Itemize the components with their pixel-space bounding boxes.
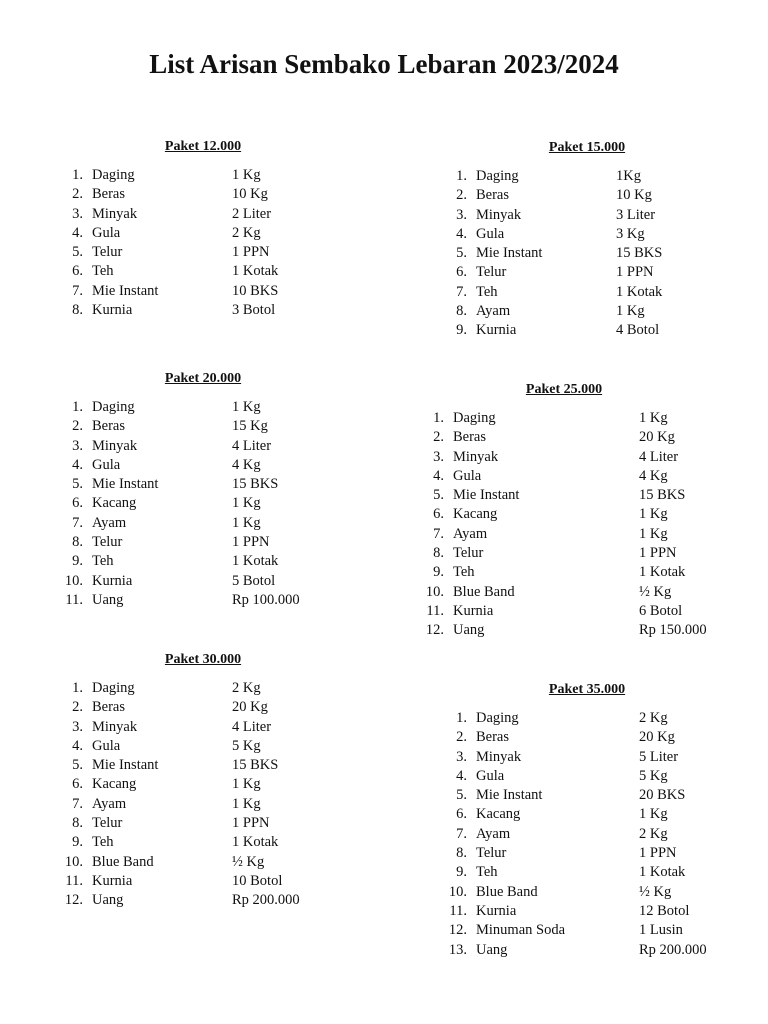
item-number: 8. xyxy=(456,303,467,320)
list-item xyxy=(60,698,346,717)
item-number: 6. xyxy=(456,806,467,823)
item-quantity: ½ Kg xyxy=(639,883,672,900)
item-name: Teh xyxy=(92,553,114,570)
item-number: 2. xyxy=(456,729,467,746)
list-item xyxy=(60,718,346,737)
item-quantity: 1 Lusin xyxy=(639,922,683,939)
list-item xyxy=(444,206,730,225)
item-number: 8. xyxy=(433,545,444,562)
item-name: Kacang xyxy=(453,506,498,523)
item-number: 5. xyxy=(72,476,83,493)
item-name: Gula xyxy=(476,225,505,242)
item-number: 4. xyxy=(433,467,444,484)
item-number: 6. xyxy=(72,263,83,280)
paket-20000 xyxy=(60,369,346,610)
item-quantity: 1 Kg xyxy=(639,525,668,542)
item-name: Telur xyxy=(476,264,507,281)
item-name: Daging xyxy=(92,680,135,696)
list-item xyxy=(60,243,346,262)
item-number: 10. xyxy=(64,853,83,870)
item-quantity: 1 PPN xyxy=(232,815,270,832)
item-list xyxy=(60,679,346,911)
item-quantity: 2 Kg xyxy=(232,680,261,696)
item-number: 1. xyxy=(456,710,467,726)
item-number: 7. xyxy=(456,283,467,300)
list-item xyxy=(60,833,346,852)
list-item xyxy=(421,525,707,544)
item-name: Uang xyxy=(92,591,124,608)
item-number: 8. xyxy=(456,845,467,862)
item-number: 10. xyxy=(425,583,444,600)
list-item xyxy=(421,544,707,563)
item-quantity: ½ Kg xyxy=(232,853,265,870)
item-number: 1. xyxy=(456,168,467,184)
item-name: Mie Instant xyxy=(92,282,159,299)
item-name: Kurnia xyxy=(92,572,133,589)
list-item xyxy=(60,872,346,891)
item-quantity: 4 Kg xyxy=(639,467,668,484)
list-item xyxy=(60,224,346,243)
item-quantity: ½ Kg xyxy=(639,583,672,600)
item-quantity: 1 Kg xyxy=(232,776,261,793)
item-number: 1. xyxy=(72,680,83,696)
item-name: Kacang xyxy=(92,495,137,512)
item-number: 7. xyxy=(72,514,83,531)
item-name: Minuman Soda xyxy=(476,922,566,939)
list-item xyxy=(421,409,707,428)
item-list xyxy=(444,709,730,960)
item-name: Minyak xyxy=(92,718,138,735)
item-number: 11. xyxy=(426,602,444,619)
item-number: 13. xyxy=(448,941,467,958)
item-quantity: 3 Liter xyxy=(616,206,656,223)
item-number: 5. xyxy=(456,787,467,804)
item-number: 6. xyxy=(72,776,83,793)
item-quantity: 1 Kotak xyxy=(232,553,279,570)
list-item xyxy=(60,814,346,833)
item-name: Kurnia xyxy=(92,302,133,319)
item-number: 1. xyxy=(72,399,83,415)
item-quantity: 4 Liter xyxy=(232,437,272,454)
list-item xyxy=(444,263,730,282)
item-name: Telur xyxy=(92,534,123,551)
paket-title: Paket 20.000 xyxy=(164,371,242,386)
list-item xyxy=(60,437,346,456)
item-quantity: 3 Botol xyxy=(232,302,276,319)
item-number: 4. xyxy=(72,224,83,241)
item-number: 11. xyxy=(449,902,467,919)
paket-title: Paket 25.000 xyxy=(525,382,603,397)
list-item xyxy=(444,844,730,863)
item-number: 3. xyxy=(72,437,83,454)
item-name: Beras xyxy=(92,186,126,203)
item-quantity: 1 Kotak xyxy=(232,263,279,280)
item-name: Teh xyxy=(476,283,498,300)
item-name: Uang xyxy=(476,941,508,958)
item-name: Blue Band xyxy=(476,883,538,900)
item-name: Minyak xyxy=(476,206,522,223)
item-name: Minyak xyxy=(92,437,138,454)
list-item xyxy=(60,262,346,281)
item-quantity: 2 Liter xyxy=(232,205,272,222)
list-item xyxy=(444,825,730,844)
item-quantity: 4 Liter xyxy=(232,718,272,735)
item-number: 10. xyxy=(64,572,83,589)
paket-12000 xyxy=(60,137,346,320)
item-name: Gula xyxy=(92,456,121,473)
item-number: 3. xyxy=(433,448,444,465)
list-item xyxy=(444,225,730,244)
item-number: 12. xyxy=(448,922,467,939)
item-name: Ayam xyxy=(476,825,511,842)
item-name: Ayam xyxy=(92,795,127,812)
paket-title: Paket 15.000 xyxy=(548,140,626,155)
paket-35000 xyxy=(444,680,730,960)
list-item xyxy=(60,795,346,814)
item-list xyxy=(444,167,730,341)
list-item xyxy=(444,863,730,882)
item-quantity: 1 Kotak xyxy=(232,834,279,851)
item-name: Teh xyxy=(92,834,114,851)
item-number: 2. xyxy=(72,418,83,435)
item-name: Mie Instant xyxy=(476,245,543,262)
item-name: Kurnia xyxy=(453,602,494,619)
item-quantity: 10 BKS xyxy=(232,282,279,299)
list-item xyxy=(60,775,346,794)
list-item xyxy=(444,728,730,747)
item-name: Kurnia xyxy=(92,872,133,889)
list-item xyxy=(444,186,730,205)
item-quantity: 1 Kg xyxy=(232,495,261,512)
list-item xyxy=(444,748,730,767)
item-quantity: 2 Kg xyxy=(232,224,261,241)
item-name: Minyak xyxy=(92,205,138,222)
list-item xyxy=(60,494,346,513)
list-item xyxy=(444,709,730,728)
item-quantity: 6 Botol xyxy=(639,602,683,619)
paket-30000 xyxy=(60,650,346,911)
list-item xyxy=(444,767,730,786)
item-name: Mie Instant xyxy=(92,757,159,774)
item-number: 5. xyxy=(456,245,467,262)
item-name: Minyak xyxy=(476,748,522,765)
item-name: Teh xyxy=(476,864,498,881)
item-quantity: 10 Kg xyxy=(232,186,268,203)
item-list xyxy=(60,398,346,610)
item-number: 8. xyxy=(72,534,83,551)
item-number: 2. xyxy=(72,699,83,716)
paket-25000 xyxy=(421,380,707,641)
item-quantity: 5 Botol xyxy=(232,572,276,589)
item-list xyxy=(60,166,346,320)
item-number: 2. xyxy=(72,186,83,203)
item-name: Mie Instant xyxy=(453,487,520,504)
list-item xyxy=(421,428,707,447)
item-quantity: 1 Kg xyxy=(232,167,261,183)
item-name: Daging xyxy=(476,710,519,726)
item-number: 1. xyxy=(72,167,83,183)
item-name: Minyak xyxy=(453,448,499,465)
item-name: Teh xyxy=(453,564,475,581)
list-item xyxy=(60,475,346,494)
item-quantity: 15 BKS xyxy=(232,757,279,774)
item-quantity: 1 PPN xyxy=(232,244,270,261)
list-item xyxy=(421,505,707,524)
list-item xyxy=(60,456,346,475)
item-quantity: 1 Kg xyxy=(232,795,261,812)
item-number: 9. xyxy=(72,553,83,570)
list-item xyxy=(60,533,346,552)
item-number: 6. xyxy=(433,506,444,523)
item-name: Kacang xyxy=(92,776,137,793)
item-quantity: 4 Liter xyxy=(639,448,679,465)
list-item xyxy=(421,467,707,486)
item-quantity: Rp 150.000 xyxy=(639,622,707,639)
item-quantity: 2 Kg xyxy=(639,710,668,726)
item-quantity: 3 Kg xyxy=(616,225,645,242)
item-quantity: 1 Kg xyxy=(639,410,668,426)
item-quantity: 5 Kg xyxy=(232,737,261,754)
list-item xyxy=(60,398,346,417)
item-quantity: Rp 100.000 xyxy=(232,591,300,608)
item-name: Beras xyxy=(92,699,126,716)
item-name: Telur xyxy=(476,845,507,862)
item-quantity: 15 BKS xyxy=(616,245,663,262)
item-quantity: 1 PPN xyxy=(639,845,677,862)
item-name: Kacang xyxy=(476,806,521,823)
paket-title: Paket 30.000 xyxy=(164,652,242,667)
item-quantity: 1 Kotak xyxy=(639,564,686,581)
item-name: Daging xyxy=(453,410,496,426)
item-name: Telur xyxy=(92,815,123,832)
item-number: 5. xyxy=(433,487,444,504)
list-item xyxy=(60,737,346,756)
list-item xyxy=(444,244,730,263)
list-item xyxy=(421,583,707,602)
item-number: 7. xyxy=(456,825,467,842)
item-list xyxy=(421,409,707,641)
list-item xyxy=(444,786,730,805)
item-number: 4. xyxy=(72,456,83,473)
list-item xyxy=(60,166,346,185)
item-quantity: 1Kg xyxy=(616,168,641,184)
list-item xyxy=(60,591,346,610)
list-item xyxy=(444,167,730,186)
item-quantity: 15 BKS xyxy=(639,487,686,504)
list-item xyxy=(444,805,730,824)
paket-title: Paket 12.000 xyxy=(164,139,242,154)
item-quantity: 1 PPN xyxy=(616,264,654,281)
item-quantity: 20 Kg xyxy=(639,729,675,746)
item-number: 5. xyxy=(72,757,83,774)
item-name: Daging xyxy=(92,167,135,183)
item-name: Ayam xyxy=(476,303,511,320)
item-name: Telur xyxy=(92,244,123,261)
item-quantity: 12 Botol xyxy=(639,902,690,919)
item-name: Daging xyxy=(92,399,135,415)
item-number: 6. xyxy=(456,264,467,281)
item-name: Blue Band xyxy=(92,853,154,870)
list-item xyxy=(421,621,707,640)
item-name: Ayam xyxy=(92,514,127,531)
item-name: Telur xyxy=(453,545,484,562)
item-quantity: Rp 200.000 xyxy=(232,892,300,909)
item-number: 7. xyxy=(72,795,83,812)
item-quantity: 1 Kotak xyxy=(639,864,686,881)
item-number: 4. xyxy=(456,767,467,784)
list-item xyxy=(421,602,707,621)
item-number: 2. xyxy=(433,429,444,446)
item-quantity: 1 Kotak xyxy=(616,283,663,300)
item-number: 10. xyxy=(448,883,467,900)
paket-15000 xyxy=(444,138,730,341)
item-number: 2. xyxy=(456,187,467,204)
list-item xyxy=(444,302,730,321)
list-item xyxy=(444,883,730,902)
page-title: List Arisan Sembako Lebaran 2023/2024 xyxy=(149,49,619,79)
item-number: 1. xyxy=(433,410,444,426)
item-number: 8. xyxy=(72,815,83,832)
item-number: 12. xyxy=(64,892,83,909)
item-name: Beras xyxy=(92,418,126,435)
item-number: 9. xyxy=(72,834,83,851)
item-number: 12. xyxy=(425,622,444,639)
item-number: 8. xyxy=(72,302,83,319)
item-name: Gula xyxy=(476,767,505,784)
item-number: 3. xyxy=(456,748,467,765)
list-item xyxy=(60,891,346,910)
item-name: Gula xyxy=(453,467,482,484)
item-quantity: 4 Botol xyxy=(616,322,660,339)
item-name: Mie Instant xyxy=(476,787,543,804)
item-quantity: 5 Liter xyxy=(639,748,679,765)
item-name: Teh xyxy=(92,263,114,280)
item-quantity: 1 PPN xyxy=(639,545,677,562)
item-quantity: 4 Kg xyxy=(232,456,261,473)
item-number: 9. xyxy=(433,564,444,581)
list-item xyxy=(421,563,707,582)
item-quantity: 15 Kg xyxy=(232,418,268,435)
item-quantity: 20 BKS xyxy=(639,787,686,804)
list-item xyxy=(60,552,346,571)
item-quantity: 1 Kg xyxy=(232,399,261,415)
item-number: 7. xyxy=(72,282,83,299)
item-quantity: 10 Kg xyxy=(616,187,652,204)
list-item xyxy=(421,448,707,467)
item-number: 3. xyxy=(72,718,83,735)
item-quantity: 20 Kg xyxy=(232,699,268,716)
item-number: 7. xyxy=(433,525,444,542)
paket-title: Paket 35.000 xyxy=(548,682,626,697)
item-quantity: 1 PPN xyxy=(232,534,270,551)
item-number: 5. xyxy=(72,244,83,261)
item-name: Ayam xyxy=(453,525,488,542)
item-name: Beras xyxy=(453,429,487,446)
item-number: 4. xyxy=(456,225,467,242)
item-quantity: 5 Kg xyxy=(639,767,668,784)
item-quantity: 1 Kg xyxy=(639,806,668,823)
item-name: Beras xyxy=(476,187,510,204)
item-name: Mie Instant xyxy=(92,476,159,493)
item-name: Blue Band xyxy=(453,583,515,600)
list-item xyxy=(60,853,346,872)
list-item xyxy=(444,321,730,340)
list-item xyxy=(60,185,346,204)
list-item xyxy=(444,921,730,940)
item-number: 11. xyxy=(65,591,83,608)
item-quantity: 15 BKS xyxy=(232,476,279,493)
item-name: Kurnia xyxy=(476,902,517,919)
item-name: Uang xyxy=(453,622,485,639)
item-name: Gula xyxy=(92,737,121,754)
item-quantity: 1 Kg xyxy=(232,514,261,531)
list-item xyxy=(60,679,346,698)
list-item xyxy=(421,486,707,505)
list-item xyxy=(60,301,346,320)
list-item xyxy=(60,205,346,224)
item-number: 6. xyxy=(72,495,83,512)
item-number: 11. xyxy=(65,872,83,889)
list-item xyxy=(60,572,346,591)
item-name: Kurnia xyxy=(476,322,517,339)
item-quantity: 20 Kg xyxy=(639,429,675,446)
item-quantity: Rp 200.000 xyxy=(639,941,707,958)
list-item xyxy=(444,941,730,960)
item-number: 9. xyxy=(456,322,467,339)
item-number: 9. xyxy=(456,864,467,881)
list-item xyxy=(444,283,730,302)
item-number: 4. xyxy=(72,737,83,754)
item-quantity: 10 Botol xyxy=(232,872,283,889)
list-item xyxy=(60,756,346,775)
item-quantity: 1 Kg xyxy=(616,303,645,320)
item-quantity: 2 Kg xyxy=(639,825,668,842)
list-item xyxy=(60,417,346,436)
item-name: Beras xyxy=(476,729,510,746)
item-name: Uang xyxy=(92,892,124,909)
list-item xyxy=(60,282,346,301)
list-item xyxy=(444,902,730,921)
item-name: Daging xyxy=(476,168,519,184)
item-number: 3. xyxy=(456,206,467,223)
item-quantity: 1 Kg xyxy=(639,506,668,523)
list-item xyxy=(60,514,346,533)
item-number: 3. xyxy=(72,205,83,222)
item-name: Gula xyxy=(92,224,121,241)
